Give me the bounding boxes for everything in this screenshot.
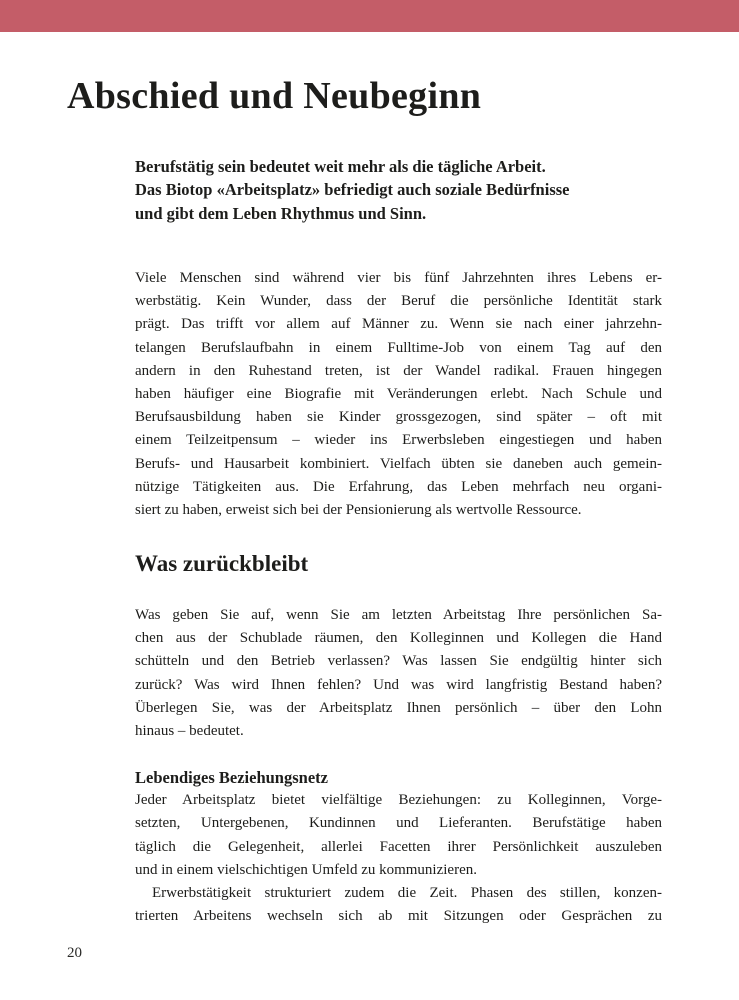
subsection-heading: Lebendiges Beziehungsnetz — [135, 768, 328, 787]
paragraph-section — [135, 604, 662, 743]
text-line: Berufsausbildung haben sie Kinder grossgezogen, sind später – oft mit — [135, 409, 662, 426]
text-line: telangen Berufslaufbahn in einem Fulltime-Job von einem Tag auf den — [135, 339, 662, 356]
text-line: chen aus der Schublade räumen, den Kolleginnen und Kollegen die Hand — [135, 630, 662, 647]
section-heading: Was zurückbleibt — [135, 551, 309, 576]
paragraph-intro — [135, 267, 662, 522]
lead-paragraph — [135, 155, 665, 225]
text-line: einem Teilzeitpensum – wieder ins Erwerbsleben eingestiegen und haben — [135, 432, 662, 449]
text-line: schütteln und den Betrieb verlassen? Was lassen Sie endgültig hinter sich — [135, 653, 662, 670]
text-line: Erwerbstätigkeit strukturiert zudem die Zeit. Phasen des stillen, konzen- — [152, 885, 662, 902]
lead-line: Berufstätig sein bedeutet weit mehr als die tägliche Arbeit. — [135, 157, 546, 176]
text-line: nützige Tätigkeiten aus. Die Erfahrung, das Leben mehrfach neu organi- — [135, 478, 662, 495]
text-line: Was geben Sie auf, wenn Sie am letzten Arbeitstag Ihre persönlichen Sa- — [135, 607, 662, 623]
text-line: Jeder Arbeitsplatz bietet vielfältige Beziehungen: zu Kolleginnen, Vorge- — [135, 792, 662, 809]
subsection-block — [135, 766, 662, 928]
text-line: und in einem vielschichtigen Umfeld zu kommunizieren. — [135, 861, 477, 878]
text-line: Überlegen Sie, was der Arbeitsplatz Ihnen persönlich – über den Lohn — [135, 699, 662, 716]
text-line: andern in den Ruhestand treten, ist der Wandel radikal. Frauen hingegen — [135, 362, 662, 379]
page-number: 20 — [67, 945, 82, 961]
header-accent-bar — [0, 0, 739, 32]
text-line: Berufs- und Hausarbeit kombiniert. Vielfach übten sie daneben auch gemein- — [135, 455, 662, 472]
text-line: hinaus – bedeutet. — [135, 723, 244, 740]
text-line: prägt. Das trifft vor allem auf Männer zu. Wenn sie nach einer jahrzehn- — [135, 316, 662, 333]
chapter-title: Abschied und Neubeginn — [67, 75, 482, 117]
lead-line: Das Biotop «Arbeitsplatz» befriedigt auch soziale Bedürfnisse — [135, 180, 570, 200]
text-line: siert zu haben, erweist sich bei der Pensionierung als wertvolle Ressource. — [135, 502, 582, 519]
lead-line: und gibt dem Leben Rhythmus und Sinn. — [135, 203, 427, 223]
text-line: Viele Menschen sind während vier bis fünf Jahrzehnten ihres Lebens er- — [135, 270, 662, 286]
text-line: täglich die Gelegenheit, allerlei Facetten ihrer Persönlichkeit auszuleben — [135, 838, 662, 855]
text-line: trierten Arbeitens wechseln sich ab mit Sitzungen oder Gesprächen zu — [135, 908, 662, 925]
text-line: zurück? Was wird Ihnen fehlen? Und was wird langfristig Bestand haben? — [135, 676, 662, 693]
text-line: werbstätig. Kein Wunder, dass der Beruf die persönliche Identität stark — [135, 293, 662, 310]
text-line: setzten, Untergebenen, Kundinnen und Lieferanten. Berufstätige haben — [135, 815, 662, 832]
text-line: haben häufiger eine Biografie mit Veränderungen erlebt. Nach Schule und — [135, 386, 662, 403]
